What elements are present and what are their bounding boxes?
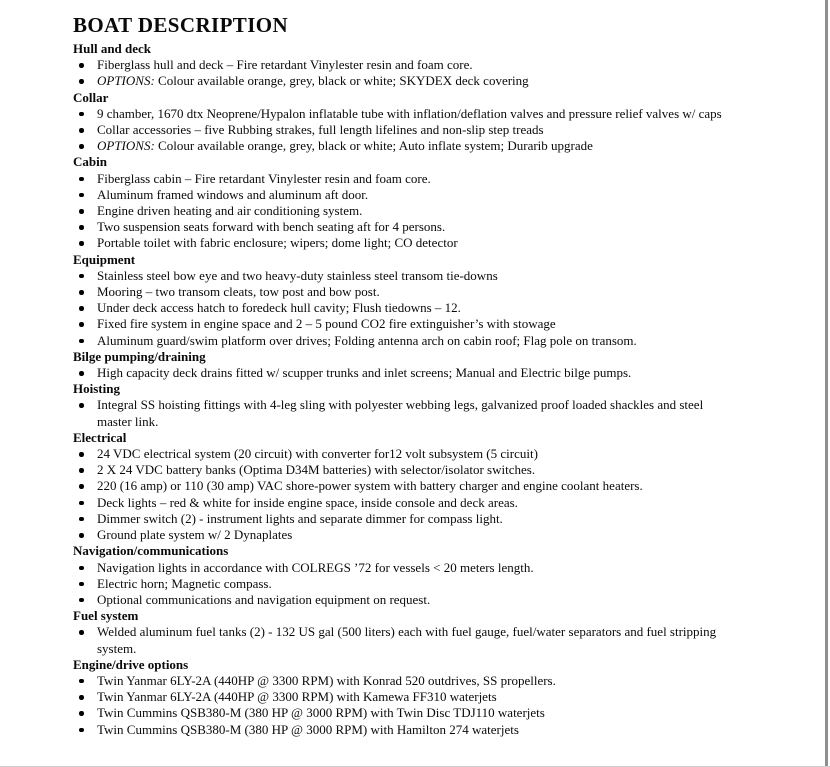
section (73, 543, 725, 608)
section (73, 657, 725, 738)
section-heading: Equipment (73, 251, 136, 267)
bullet-icon (79, 79, 84, 84)
bullet-item (73, 446, 723, 462)
section-heading: Hoisting (73, 381, 120, 397)
item-text: Fixed fire system in engine space and 2 – 5 pound CO2 fire extinguisher’s with stowage (97, 316, 556, 332)
bullet-item (73, 235, 723, 251)
item-text: Under deck access hatch to foredeck hull cavity; Flush tiedowns – 12. (97, 300, 461, 316)
bullet-item (73, 511, 723, 527)
bullet-item (73, 57, 723, 73)
section (73, 608, 725, 657)
item-text: Mooring – two transom cleats, tow post and bow post. (97, 284, 380, 300)
bullet-icon (79, 290, 84, 295)
item-text: Colour available orange, grey, black or white; SKYDEX deck covering (158, 73, 529, 89)
bullet-list (73, 560, 725, 609)
bullet-icon (79, 711, 84, 716)
bullet-item (73, 365, 723, 381)
section-heading: Cabin (73, 154, 107, 170)
bullet-item (73, 495, 723, 511)
bullet-item (73, 592, 723, 608)
item-text: Welded aluminum fuel tanks (2) - 132 US gal (500 liters) each with fuel gauge, fuel/water separators and fuel stripping system. (97, 624, 717, 656)
bullet-list (73, 268, 725, 349)
section (73, 349, 725, 381)
item-text: High capacity deck drains fitted w/ scupper trunks and inlet screens; Manual and Electric bilge pumps. (97, 365, 632, 381)
sections (73, 41, 725, 738)
page-title: BOAT DESCRIPTION (73, 13, 289, 37)
bullet-item (73, 284, 723, 300)
bullet-item (73, 722, 723, 738)
section (73, 430, 725, 543)
section (73, 154, 725, 251)
bullet-list (73, 446, 725, 543)
bullet-icon (79, 582, 84, 587)
section-heading: Bilge pumping/draining (73, 348, 206, 364)
bullet-icon (79, 371, 84, 376)
bullet-item (73, 397, 723, 429)
section-heading: Engine/drive options (73, 656, 189, 672)
bullet-icon (79, 728, 84, 733)
section-heading: Navigation/communications (73, 543, 229, 559)
item-text: Twin Yanmar 6LY-2A (440HP @ 3300 RPM) with Kamewa FF310 waterjets (97, 689, 497, 705)
item-text: Portable toilet with fabric enclosure; wipers; dome light; CO detector (97, 235, 458, 251)
bullet-item (73, 705, 723, 721)
bullet-icon (79, 322, 84, 327)
item-text: Aluminum framed windows and aluminum aft door. (97, 186, 369, 202)
bullet-item (73, 478, 723, 494)
bullet-item (73, 527, 723, 543)
section-heading: Hull and deck (73, 41, 152, 56)
item-text: 9 chamber, 1670 dtx Neoprene/Hypalon inflatable tube with inflation/deflation valves and pressure relief valves w/ caps (97, 105, 722, 121)
item-text: Navigation lights in accordance with COLREGS ’72 for vessels < 20 meters length. (97, 559, 534, 575)
section-heading: Fuel system (73, 608, 139, 624)
scrollbar-track[interactable] (825, 0, 828, 767)
bullet-icon (79, 339, 84, 344)
bullet-icon (79, 128, 84, 133)
item-text: Engine driven heating and air conditioning system. (97, 203, 363, 219)
item-text: Integral SS hoisting fittings with 4-leg sling with polyester webbing legs, galvanized proof loaded shackles and steel master link. (97, 397, 704, 429)
item-text: Twin Yanmar 6LY-2A (440HP @ 3300 RPM) with Konrad 520 outdrives, SS propellers. (97, 672, 556, 688)
bullet-item (73, 560, 723, 576)
item-text: Dimmer switch (2) - instrument lights and separate dimmer for compass light. (97, 510, 503, 526)
bullet-icon (79, 501, 84, 506)
options-prefix: OPTIONS: (97, 138, 159, 154)
bullet-icon (79, 533, 84, 538)
section-heading: Electrical (73, 429, 127, 445)
bullet-item (73, 138, 723, 154)
item-text: Twin Cummins QSB380-M (380 HP @ 3000 RPM) with Hamilton 274 waterjets (97, 721, 519, 737)
item-text: 24 VDC electrical system (20 circuit) with converter for12 volt subsystem (5 circuit) (97, 446, 538, 462)
section (73, 381, 725, 430)
section-heading: Collar (73, 89, 109, 105)
bullet-list (73, 624, 725, 656)
bullet-icon (79, 679, 84, 684)
item-text: Collar accessories – five Rubbing strakes, full length lifelines and non-slip step treads (97, 122, 544, 138)
item-text: Deck lights – red & white for inside engine space, inside console and deck areas. (97, 494, 518, 510)
bullet-item (73, 268, 723, 284)
section (73, 252, 725, 349)
bullet-item (73, 106, 723, 122)
bullet-icon (79, 468, 84, 473)
bullet-icon (79, 403, 84, 408)
bullet-icon (79, 598, 84, 603)
bullet-icon (79, 193, 84, 198)
item-text: Colour available orange, grey, black or white; Auto inflate system; Durarib upgrade (158, 138, 593, 154)
bullet-icon (79, 484, 84, 489)
item-text: Fiberglass cabin – Fire retardant Vinylester resin and foam core. (97, 170, 431, 186)
bullet-list (73, 106, 725, 155)
bullet-item (73, 171, 723, 187)
bullet-icon (79, 452, 84, 457)
bullet-icon (79, 144, 84, 149)
bullet-item (73, 73, 723, 89)
bullet-item (73, 333, 723, 349)
bullet-icon (79, 517, 84, 522)
item-text: 2 X 24 VDC battery banks (Optima D34M batteries) with selector/isolator switches. (97, 462, 536, 478)
bullet-item (73, 203, 723, 219)
bullet-item (73, 219, 723, 235)
bullet-icon (79, 630, 84, 635)
bullet-item (73, 122, 723, 138)
item-text: 220 (16 amp) or 110 (30 amp) VAC shore-power system with battery charger and engine coolant heaters. (97, 478, 643, 494)
item-text: Twin Cummins QSB380-M (380 HP @ 3000 RPM) with Twin Disc TDJ110 waterjets (97, 705, 545, 721)
bullet-icon (79, 177, 84, 182)
item-text: Electric horn; Magnetic compass. (97, 575, 272, 591)
bullet-item (73, 316, 723, 332)
bullet-list (73, 397, 725, 429)
bullet-icon (79, 241, 84, 246)
bullet-icon (79, 306, 84, 311)
bullet-item (73, 624, 723, 656)
options-prefix: OPTIONS: (97, 73, 159, 89)
item-text: Optional communications and navigation equipment on request. (97, 591, 431, 607)
item-text: Aluminum guard/swim platform over drives; Folding antenna arch on cabin roof; Flag pole on transom. (97, 332, 637, 348)
bullet-icon (79, 112, 84, 117)
bullet-icon (79, 274, 84, 279)
bullet-item (73, 300, 723, 316)
bullet-item (73, 576, 723, 592)
bullet-list (73, 673, 725, 738)
bullet-item (73, 462, 723, 478)
item-text: Two suspension seats forward with bench seating aft for 4 persons. (97, 219, 446, 235)
bullet-icon (79, 63, 84, 68)
bullet-icon (79, 225, 84, 230)
section (73, 41, 725, 90)
bullet-list (73, 365, 725, 381)
bullet-item (73, 673, 723, 689)
bullet-icon (79, 566, 84, 571)
bullet-item (73, 187, 723, 203)
item-text: Fiberglass hull and deck – Fire retardant Vinylester resin and foam core. (97, 57, 473, 73)
item-text: Ground plate system w/ 2 Dynaplates (97, 527, 293, 543)
bullet-list (73, 171, 725, 252)
bullet-icon (79, 209, 84, 214)
bullet-list (73, 57, 725, 89)
document-page (73, 13, 725, 738)
item-text: Stainless steel bow eye and two heavy-duty stainless steel transom tie-downs (97, 267, 498, 283)
bullet-item (73, 689, 723, 705)
bullet-icon (79, 695, 84, 700)
section (73, 90, 725, 155)
